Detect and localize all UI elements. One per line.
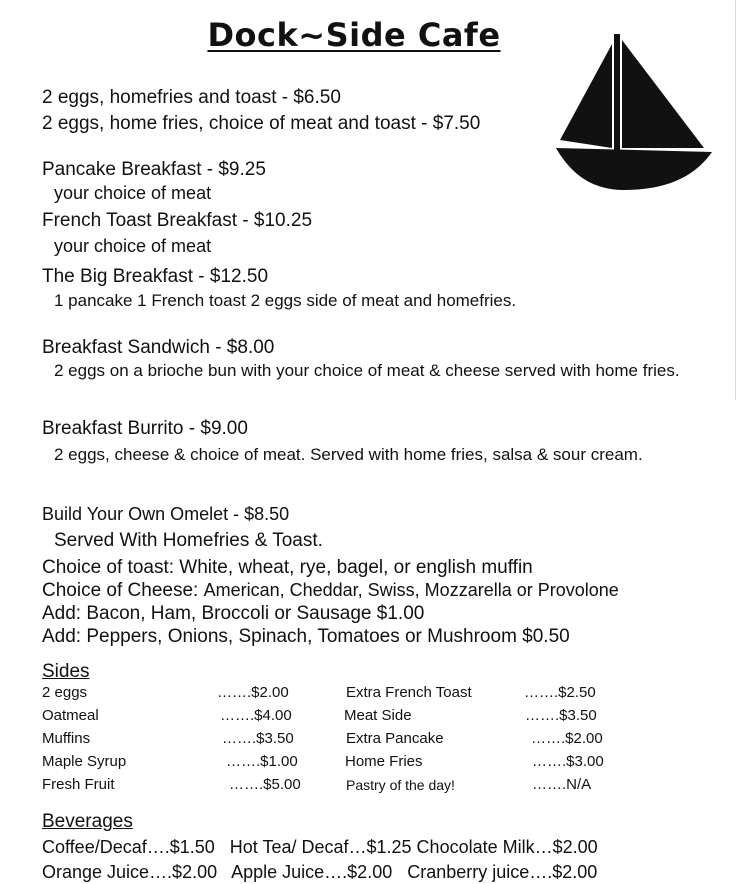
- sailboat-icon: [554, 30, 714, 194]
- side-price: …….$2.00: [531, 730, 603, 747]
- side-price: …….$1.00: [226, 753, 298, 770]
- beverages-heading: Beverages: [42, 811, 133, 832]
- side-name: Meat Side: [344, 707, 412, 724]
- side-name: Home Fries: [345, 753, 423, 770]
- sides-heading: Sides: [42, 661, 90, 682]
- side-name: 2 eggs: [42, 684, 88, 701]
- item-breakfast-sandwich: Breakfast Sandwich - $8.00: [42, 337, 275, 358]
- item-big-breakfast: The Big Breakfast - $12.50: [42, 266, 269, 287]
- item-pancake-breakfast: Pancake Breakfast - $9.25: [42, 159, 266, 180]
- side-price: …….$2.00: [217, 684, 289, 701]
- omelet-cheese-options: American, Cheddar, Swiss, Mozzarella or Provolone: [203, 580, 619, 600]
- omelet-cheese-choices: [42, 580, 619, 602]
- omelet-served: Served With Homefries & Toast.: [54, 530, 323, 551]
- omelet-cheese-label: Choice of Cheese:: [42, 580, 204, 601]
- omelet-add-veg: Add: Peppers, Onions, Spinach, Tomatoes or Mushroom $0.50: [42, 626, 570, 647]
- page-edge-line: [735, 0, 736, 400]
- side-price: …….$4.00: [220, 707, 292, 724]
- item-pancake-description: your choice of meat: [54, 183, 212, 203]
- side-price: …….$2.50: [524, 684, 596, 701]
- side-price: …….N/A: [532, 776, 592, 793]
- side-name: Extra Pancake: [346, 730, 444, 747]
- menu-title: Dock~Side Cafe: [207, 16, 501, 54]
- item-french-toast-breakfast: French Toast Breakfast - $10.25: [42, 210, 313, 231]
- side-price: …….$3.00: [532, 753, 604, 770]
- side-name: Muffins: [42, 730, 91, 747]
- item-eggs-toast: 2 eggs, homefries and toast - $6.50: [42, 87, 341, 108]
- side-price: …….$3.50: [525, 707, 597, 724]
- side-name: Oatmeal: [42, 707, 99, 724]
- side-name: Fresh Fruit: [42, 776, 115, 793]
- beverages-line-1: Coffee/Decaf….$1.50 Hot Tea/ Decaf…$1.25 Chocolate Milk…$2.00: [42, 837, 598, 857]
- item-breakfast-sandwich-description: 2 eggs on a brioche bun with your choice of meat & cheese served with home fries.: [54, 361, 680, 380]
- beverages-line-2: Orange Juice….$2.00 Apple Juice….$2.00 Cranberry juice….$2.00: [42, 862, 598, 882]
- item-breakfast-burrito-description: 2 eggs, cheese & choice of meat. Served with home fries, salsa & sour cream.: [54, 445, 643, 464]
- side-name: Extra French Toast: [346, 684, 472, 701]
- omelet-add-meat: Add: Bacon, Ham, Broccoli or Sausage $1.00: [42, 603, 425, 624]
- side-price: …….$3.50: [222, 730, 294, 747]
- item-eggs-meat-toast: 2 eggs, home fries, choice of meat and toast - $7.50: [42, 113, 481, 134]
- side-name: Maple Syrup: [42, 753, 127, 770]
- omelet-toast-choices: Choice of toast: White, wheat, rye, bagel, or english muffin: [42, 557, 533, 578]
- item-big-breakfast-description: 1 pancake 1 French toast 2 eggs side of meat and homefries.: [54, 291, 517, 310]
- side-price: …….$5.00: [229, 776, 301, 793]
- omelet-title: Build Your Own Omelet - $8.50: [42, 504, 290, 524]
- item-breakfast-burrito: Breakfast Burrito - $9.00: [42, 418, 248, 439]
- side-name: Pastry of the day!: [346, 777, 455, 793]
- item-french-toast-description: your choice of meat: [54, 236, 212, 256]
